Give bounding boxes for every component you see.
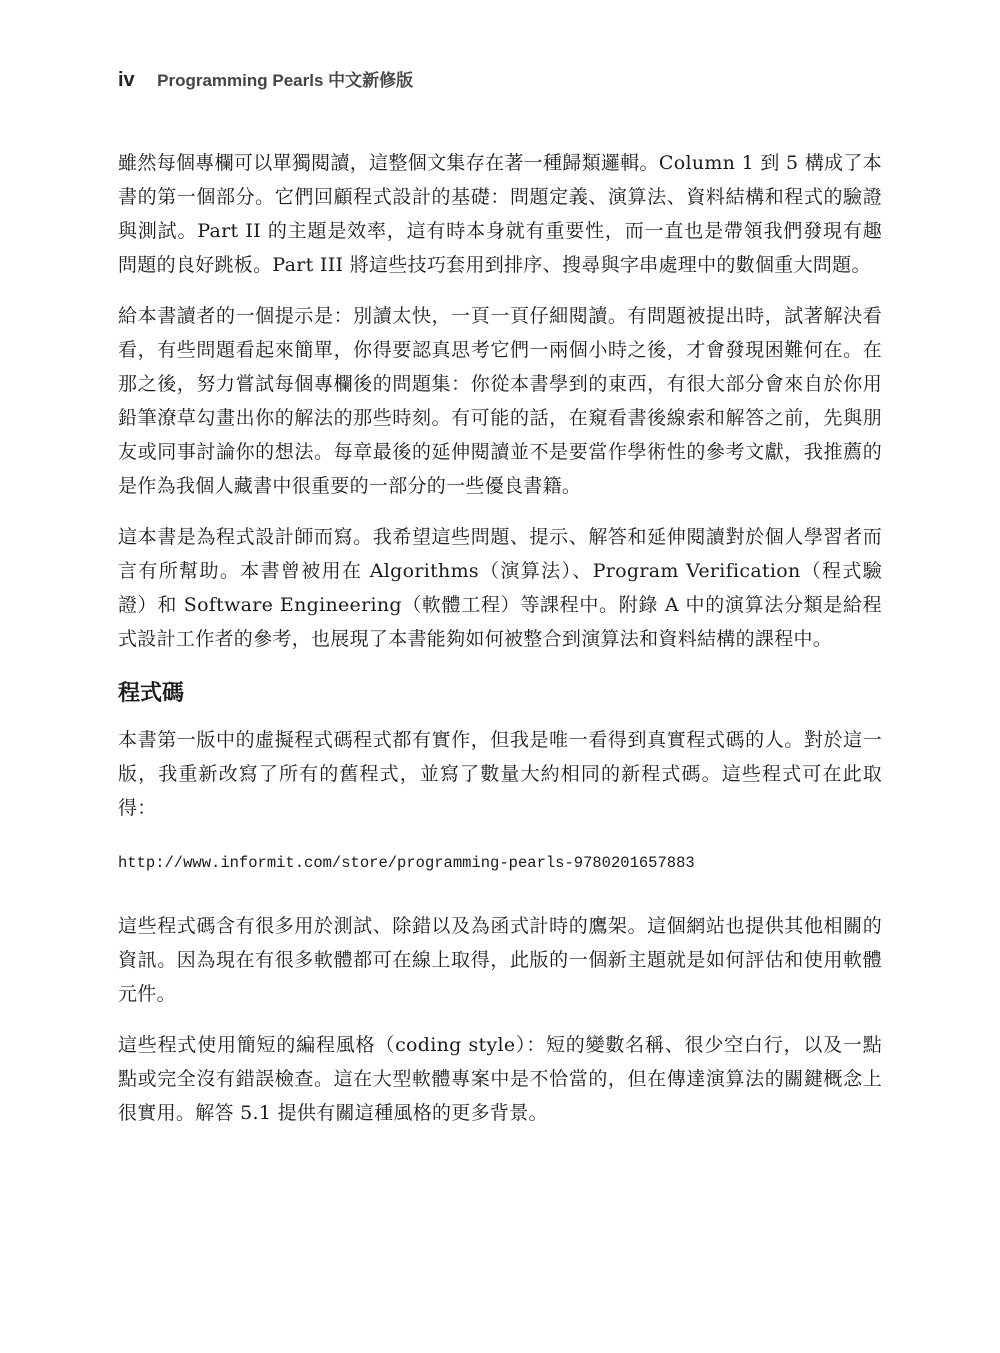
code-url: http://www.informit.com/store/programming-pearls-9780201657883 <box>118 854 695 872</box>
running-header <box>118 66 413 92</box>
section-heading-code: 程式碼 <box>118 680 185 706</box>
paragraph-audience: 這本書是為程式設計師而寫。我希望這些問題、提示、解答和延伸閱讀對於個人學習者而言有所幫助。本書曾被用在 Algorithms（演算法）、Program Verification（程式驗證）和 Software Engineering（軟體工程）等課程中。附錄 A 中的演算法分類是給程式設計工作者的參考，也展現了本書能夠如何被整合到演算法和資料結構的課程中。 <box>118 526 882 650</box>
page-number: iv <box>118 69 135 91</box>
paragraph-code-availability: 本書第一版中的虛擬程式碼程式都有實作，但我是唯一看得到真實程式碼的人。對於這一版，我重新改寫了所有的舊程式，並寫了數量大約相同的新程式碼。這些程式可在此取得： <box>118 729 882 819</box>
paragraph-column-structure: 雖然每個專欄可以單獨閱讀，這整個文集存在著一種歸類邏輯。Column 1 到 5 構成了本書的第一個部分。它們回顧程式設計的基礎：問題定義、演算法、資料結構和程式的驗證與測試。Part II 的主題是效率，這有時本身就有重要性，而一直也是帶領我們發現有趣問題的良好跳板。Part III 將這些技巧套用到排序、搜尋與字串處理中的數個重大問題。 <box>118 152 882 276</box>
paragraph-scaffolding: 這些程式碼含有很多用於測試、除錯以及為函式計時的鷹架。這個網站也提供其他相關的資訊。因為現在有很多軟體都可在線上取得，此版的一個新主題就是如何評估和使用軟體元件。 <box>118 915 882 1005</box>
page-body <box>118 146 882 1147</box>
book-title: Programming Pearls 中文新修版 <box>157 71 414 90</box>
paragraph-coding-style: 這些程式使用簡短的編程風格（coding style）：短的變數名稱、很少空白行，以及一點點或完全沒有錯誤檢查。這在大型軟體專案中是不恰當的，但在傳達演算法的關鍵概念上很實用。解答 5.1 提供有關這種風格的更多背景。 <box>118 1034 882 1124</box>
paragraph-reading-tips: 給本書讀者的一個提示是：別讀太快，一頁一頁仔細閱讀。有問題被提出時，試著解決看看，有些問題看起來簡單，你得要認真思考它們一兩個小時之後，才會發現困難何在。在那之後，努力嘗試每個專欄後的問題集：你從本書學到的東西，有很大部分會來自於你用鉛筆潦草勾畫出你的解法的那些時刻。有可能的話，在窺看書後線索和解答之前，先與朋友或同事討論你的想法。每章最後的延伸閱讀並不是要當作學術性的參考文獻，我推薦的是作為我個人藏書中很重要的一部分的一些優良書籍。 <box>118 305 882 497</box>
